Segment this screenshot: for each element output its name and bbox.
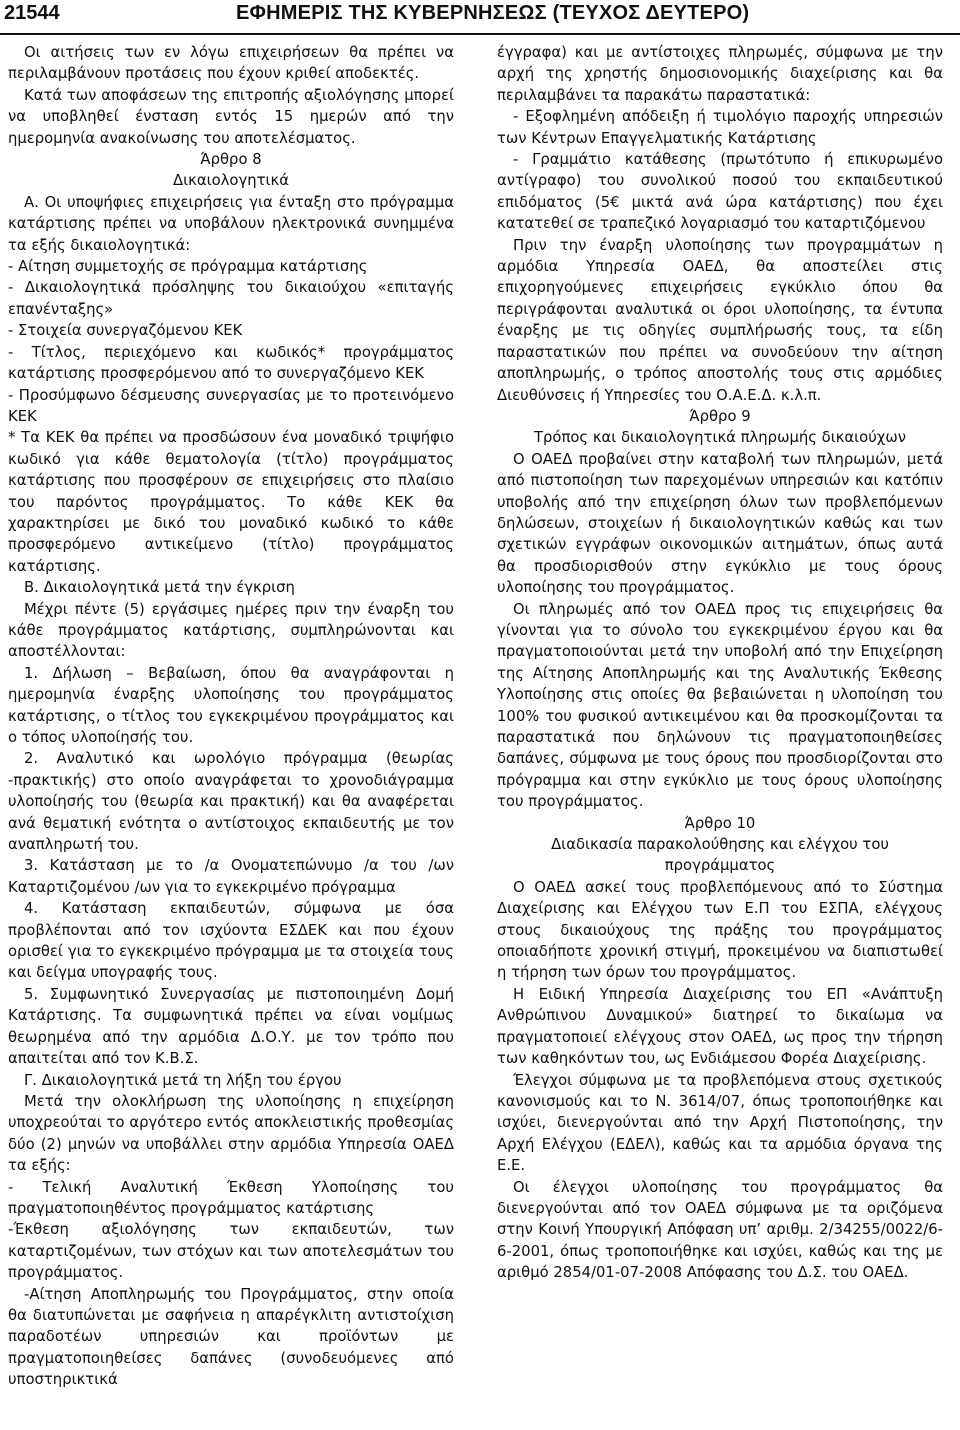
article-heading: Άρθρο 9 <box>689 407 751 425</box>
paragraph: 5. Συμφωνητικό Συνεργασίας με πιστοποιημένη Δομή Κατάρτισης. Τα συμφωνητικά πρέπει να είναι νομίμως θεωρημένα από την αρμόδια Δ.Ο.Υ. με τον τρόπο που απαιτείται από τον Κ.Β.Σ. <box>8 985 454 1068</box>
paragraph: Μέχρι πέντε (5) εργάσιμες ημέρες πριν την έναρξη του κάθε προγράμματος κατάρτισης, συμπληρώνονται και αποστέλλονται: <box>8 600 454 661</box>
paragraph: - Στοιχεία συνεργαζόμενου ΚΕΚ <box>8 322 243 340</box>
paragraph: έγγραφα) και με αντίστοιχες πληρωμές, σύμφωνα με την αρχή της χρηστής δημοσιονομικής διαχείρισης και θα περιλαμβάνει τα παρακάτω παραστατικά: <box>497 44 943 104</box>
article-heading: Δικαιολογητικά <box>173 172 289 190</box>
paragraph: 2. Αναλυτικό και ωρολόγιο πρόγραμμα (θεωρίας -πρακτικής) στο οποίο αναγράφεται το χρονοδιάγραμμα υλοποίησής του (θεωρία και πρακτική) και θα αναφέρεται ανά θεματική ενότητα ο αντίστοιχος εκπαιδευτής με τον αναπληρωτή του. <box>8 750 454 854</box>
paragraph: Πριν την έναρξη υλοποίησης των προγραμμάτων η αρμόδια Υπηρεσία ΟΑΕΔ, θα αποστείλει στις επιχορηγούμενες επιχειρήσεις εγκύκλιο όπου θα περιγράφονται αναλυτικά οι όροι υλοποίησης, τα έντυπα έναρξης με τις οδηγίες συμπλήρωσής τους, τα είδη παραστατικών που πρέπει να συνοδεύουν την αίτηση αποπληρωμής, ο τρόπος αποστολής τους στις αρμόδιες Διευθύνσεις ή Υπηρεσίες του Ο.Α.Ε.Δ. κ.λ.π. <box>497 236 943 404</box>
paragraph: - Εξοφλημένη απόδειξη ή τιμολόγιο παροχής υπηρεσιών των Κέντρων Επαγγελματικής Κατάρτισης <box>497 108 943 147</box>
paragraph: Β. Δικαιολογητικά μετά την έγκριση <box>24 579 295 597</box>
header-rule <box>0 33 960 35</box>
paragraph: Έλεγχοι σύμφωνα με τα προβλεπόμενα στους σχετικούς κανονισμούς και το Ν. 3614/07, όπως τροποποιήθηκε και ισχύει, διενεργούνται από την Αρχή Πιστοποίησης, την Αρχή Ελέγχου (ΕΔΕΛ), καθώς και τα αρμόδια όργανα της Ε.Ε. <box>497 1071 943 1175</box>
article-heading: Τρόπος και δικαιολογητικά πληρωμής δικαιούχων <box>533 429 907 447</box>
paragraph: Ο ΟΑΕΔ προβαίνει στην καταβολή των πληρωμών, μετά από πιστοποίηση των παρεχομένων υπηρεσιών και κατόπιν υποβολής από την επιχείρηση όλων των προβλεπόμενων δηλώσεων, στοιχείων ή δικαιολογητικών καθώς και των σχετικών εγγράφων οικονομικών αιτημάτων, όπως αυτά θα προσδιορισθούν στην εγκύκλιο με τους όρους υλοποίησης του προγράμματος. <box>497 450 943 597</box>
paragraph: - Τίτλος, περιεχόμενο και κωδικός* προγράμματος κατάρτισης προσφερόμενου από το συνεργαζόμενο ΚΕΚ <box>8 343 454 383</box>
paragraph: Η Ειδική Υπηρεσία Διαχείρισης του ΕΠ «Ανάπτυξη Ανθρώπινου Δυναμικού» διατηρεί το δικαίωμα να πραγματοποιεί ελέγχους στον ΟΑΕΔ, ως προς την τήρηση των καθηκόντων του, ως Ενδιάμεσου Φορέα Διαχείρισης. <box>497 985 943 1068</box>
paragraph: 1. Δήλωση – Βεβαίωση, όπου θα αναγράφονται η ημερομηνία έναρξης υλοποίησης του προγράμματος κατάρτισης, ο τίτλος του εγκεκριμένου προγράμματος και ο τόπος υλοποίησής του. <box>8 664 454 746</box>
paragraph: 4. Κατάσταση εκπαιδευτών, σύμφωνα με όσα προβλέπονται από τον ισχύοντα ΕΣΔΕΚ και που έχουν ορισθεί για το εγκεκριμένο πρόγραμμα με τα στοιχεία τους και δείγμα υπογραφής τους. <box>8 900 454 982</box>
paragraph: Οι αιτήσεις των εν λόγω επιχειρήσεων θα πρέπει να περιλαμβάνουν προτάσεις που έχουν κριθεί αποδεκτές. <box>8 44 454 83</box>
paragraph: Ο ΟΑΕΔ ασκεί τους προβλεπόμενους από το Σύστημα Διαχείρισης και Ελέγχου των Ε.Π του ΕΣΠΑ, ελέγχους στους δικαιούχους της πράξης του προγράμματος οποιαδήποτε χρονική στιγμή, προκειμένου να διαπιστωθεί η τήρηση των όρων του προγράμματος. <box>497 878 943 982</box>
left-column <box>8 42 454 1391</box>
paragraph: - Γραμμάτιο κατάθεσης (πρωτότυπο ή επικυρωμένο αντίγραφο) του συνολικού ποσού του εκπαιδευτικού επιδόματος (5€ μικτά ανά ώρα κατάρτισης) που έχει κατατεθεί σε τραπεζικό λογαριασμό του καταρτιζόμενου <box>497 151 943 233</box>
paragraph: Γ. Δικαιολογητικά μετά τη λήξη του έργου <box>24 1071 342 1089</box>
paragraph: Οι πληρωμές από τον ΟΑΕΔ προς τις επιχειρήσεις θα γίνονται για το σύνολο του εγκεκριμένου έργου και θα πραγματοποιούνται μετά την υποβολή από την Επιχείρηση της Αίτησης Αποπληρωμής και της Αναλυτικής Έκθεσης Υλοποίησης στις οποίες θα βεβαιώνεται η υλοποίηση του 100% του φυσικού αντικειμένου και θα προσκομίζονται τα παραστατικά που δηλώνουν τις πραγματοποιηθείσες δαπάνες, σύμφωνα με τους όρους που προσδιορίζονται στο πρόγραμμα και στην εγκύκλιο με τους όρους υλοποίησης του προγράμματος. <box>497 600 943 811</box>
paragraph: -Αίτηση Αποπληρωμής του Προγράμματος, στην οποία θα διατυπώνεται με σαφήνεια η απαρέγκλιτη αντιστοίχιση παραδοτέων υπηρεσιών και προϊόντων με πραγματοποιηθείσες δαπάνες (συνοδευόμενες από υποστηρικτικά <box>8 1285 454 1389</box>
article-heading: Διαδικασία παρακολούθησης και ελέγχου του προγράμματος <box>551 836 889 875</box>
article-heading: Άρθρο 10 <box>684 814 756 832</box>
paragraph: * Τα ΚΕΚ θα πρέπει να προσδώσουν ένα μοναδικό τριψήφιο κωδικό για κάθε θεματολογία (τίτλο) προγράμματος κατάρτισης που προσφέρουν σε επιχειρήσεις στο πλαίσιο του παρόντος προγράμματος. Το κάθε ΚΕΚ θα χαρακτηρίσει με δικό του μοναδικό κωδικό το κάθε προσφερόμενο αντικείμενο (τίτλο) προγράμματος κατάρτισης. <box>8 429 454 575</box>
paragraph: - Αίτηση συμμετοχής σε πρόγραμμα κατάρτισης <box>8 258 368 276</box>
page-header <box>0 0 960 34</box>
paragraph: Οι έλεγχοι υλοποίησης του προγράμματος θα διενεργούνται από τον ΟΑΕΔ σύμφωνα με τα οριζόμενα στην Κοινή Υπουργική Απόφαση υπ’ αριθμ. 2/34255/0022/6-6-2001, όπως τροποποιήθηκε και ισχύει, καθώς και της με αριθμό 2854/01-07-2008 Απόφασης του Δ.Σ. του ΟΑΕΔ. <box>497 1178 943 1282</box>
paragraph: -Έκθεση αξιολόγησης των εκπαιδευτών, των καταρτιζομένων, των στόχων και των αποτελεσμάτων του προγράμματος. <box>8 1221 454 1282</box>
right-column <box>497 42 943 1284</box>
paragraph: Κατά των αποφάσεων της επιτροπής αξιολόγησης μπορεί να υποβληθεί ένσταση εντός 15 ημερών από την ημερομηνία ανακοίνωσης του αποτελέσματος. <box>8 86 454 147</box>
paragraph: - Προσύμφωνο δέσμευσης συνεργασίας με το προτεινόμενο ΚΕΚ <box>8 386 454 425</box>
article-heading: Άρθρο 8 <box>200 151 262 169</box>
gazette-title: ΕΦΗΜΕΡΙΣ ΤΗΣ ΚΥΒΕΡΝΗΣΕΩΣ (ΤΕΥΧΟΣ ΔΕΥΤΕΡΟ) <box>236 2 750 24</box>
paragraph: - Τελική Αναλυτική Έκθεση Υλοποίησης του πραγματοποιηθέντος προγράμματος κατάρτισης <box>8 1178 454 1217</box>
page-number: 21544 <box>4 2 60 24</box>
paragraph: Α. Οι υποψήφιες επιχειρήσεις για ένταξη στο πρόγραμμα κατάρτισης πρέπει να υποβάλουν ηλεκτρονικά συνημμένα τα εξής δικαιολογητικά: <box>8 193 454 254</box>
paragraph: - Δικαιολογητικά πρόσληψης του δικαιούχου «επιταγής επανένταξης» <box>8 279 454 318</box>
paragraph: Μετά την ολοκλήρωση της υλοποίησης η επιχείρηση υποχρεούται το αργότερο εντός αποκλειστικής προθεσμίας δύο (2) μηνών να υποβάλλει στην αρμόδια Υπηρεσία ΟΑΕΔ τα εξής: <box>8 1092 454 1175</box>
paragraph: 3. Κατάσταση με το /α Ονοματεπώνυμο /α του /ων Καταρτιζομένου /ων για το εγκεκριμένο πρόγραμμα <box>8 857 454 896</box>
